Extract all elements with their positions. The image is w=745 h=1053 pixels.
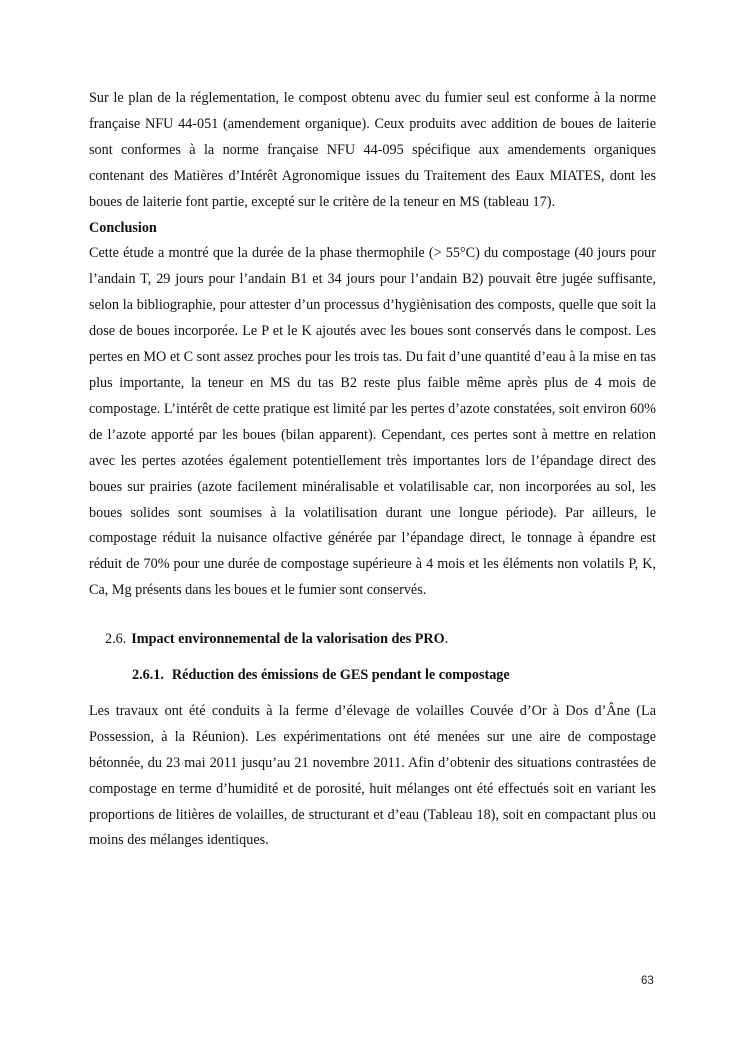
page-content xyxy=(89,86,656,854)
intro-paragraph: Sur le plan de la réglementation, le compost obtenu avec du fumier seul est conforme à la norme française NFU 44-051 (amendement organique). Ceux produits avec addition de boues de laiterie sont conformes à la norme française NFU 44-095 spécifique aux amendements organiques contenant des Matières d’Intérêt Agronomique issues du Traitement des Eaux MIATES, dont les boues de laiterie font partie, excepté sur le critère de la teneur en MS (tableau 17). xyxy=(89,90,656,210)
page-number: 63 xyxy=(641,975,654,987)
section-title-period: . xyxy=(444,631,449,648)
subsection-heading-2-6-1 xyxy=(132,663,656,689)
section-title: Impact environnemental de la valorisation des PRO xyxy=(131,631,445,648)
methods-paragraph: Les travaux ont été conduits à la ferme d’élevage de volailles Couvée d’Or à Dos d’Âne (La Possession, à la Réunion). Les expérimentations ont été menées sur une aire de compostage bétonnée, du 23 mai 2011 jusqu’au 21 novembre 2011. Afin d’obtenir des situations contrastées de compostage en terme d’humidité et de porosité, huit mélanges ont été effectués soit en variant les proportions de litières de volailles, de structurant et d’eau (Tableau 18), soit en compactant plus ou moins des mélanges identiques. xyxy=(89,702,656,849)
subsection-title: Réduction des émissions de GES pendant le compostage xyxy=(171,667,510,684)
conclusion-heading: Conclusion xyxy=(89,219,157,236)
section-heading-2-6 xyxy=(105,627,656,653)
conclusion-paragraph: Cette étude a montré que la durée de la phase thermophile (> 55°C) du compostage (40 jours pour l’andain T, 29 jours pour l’andain B1 et 34 jours pour l’andain B2) pouvait être jugée suffisante, selon la bibliographie, pour attester d’un processus d’hygiènisation des composts, quelle que soit la dose de boues incorporée. Le P et le K ajoutés avec les boues sont conservés dans le compost. Les pertes en MO et C sont assez proches pour les trois tas. Du fait d’une quantité d’eau à la mise en tas plus importante, la teneur en MS du tas B2 reste plus faible même après plus de 4 mois de compostage. L’intérêt de cette pratique est limité par les pertes d’azote constatées, soit environ 60% de l’azote apporté par les boues (bilan apparent). Cependant, ces pertes sont à mettre en relation avec les pertes azotées également potentiellement très importantes lors de l’épandage direct des boues sur prairies (azote facilement minéralisable et volatilisable car, non incorporées au sol, les boues solides sont soumises à la volatilisation durant une longue période). Par ailleurs, le compostage réduit la nuisance olfactive générée par l’épandage direct, le tonnage à épandre est réduit de 70% pour une durée de compostage supérieure à 4 mois et les éléments non volatils P, K, Ca, Mg présents dans les boues et le fumier sont conservés. xyxy=(89,245,656,599)
subsection-number: 2.6.1. xyxy=(132,667,164,684)
section-number: 2.6. xyxy=(105,631,127,648)
